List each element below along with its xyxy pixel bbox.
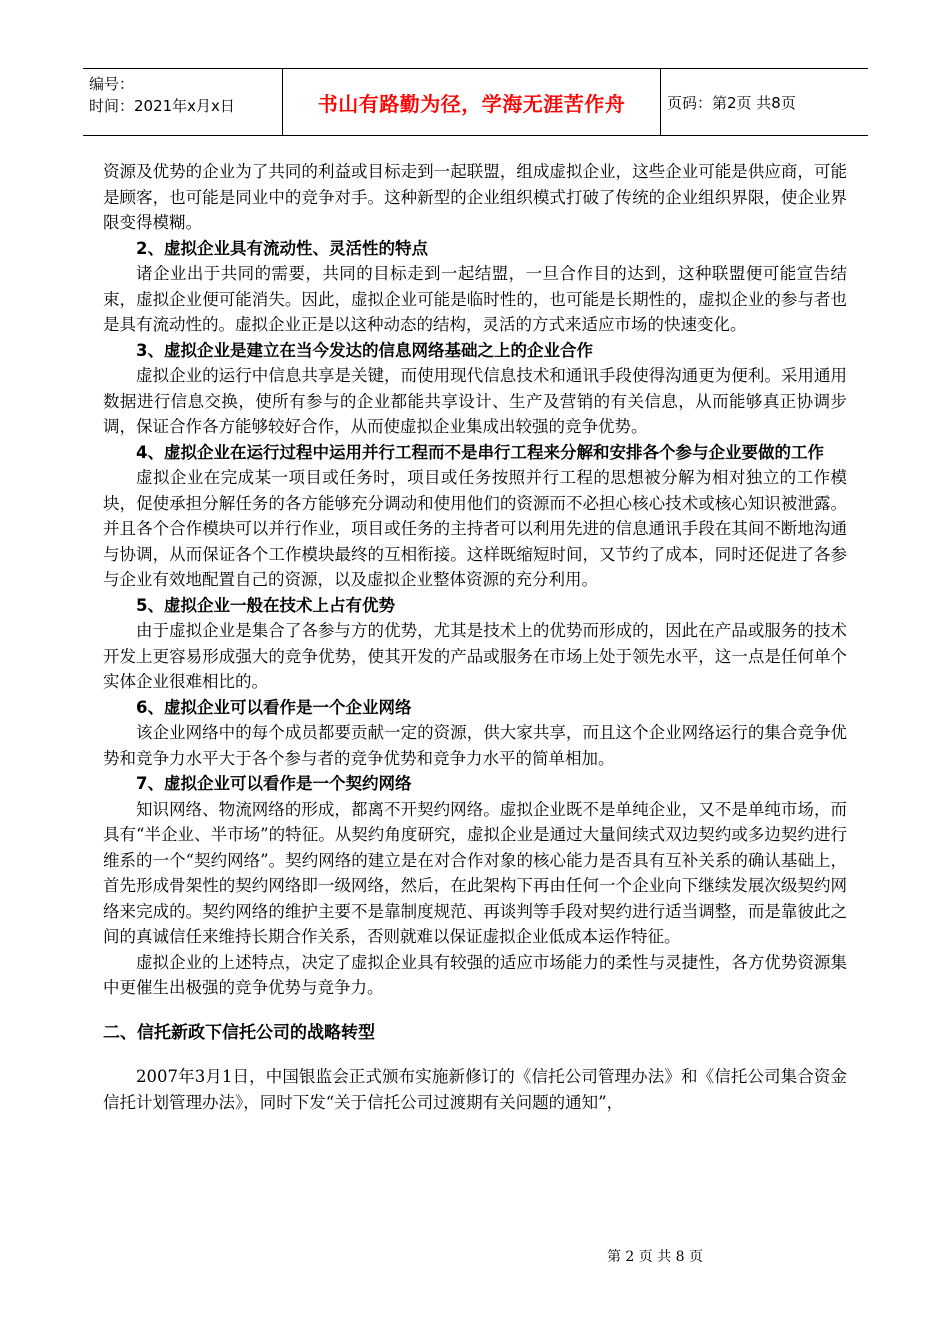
section-subheading: 3、虚拟企业是建立在当今发达的信息网络基础之上的企业合作 <box>136 340 593 360</box>
section-subheading: 5、虚拟企业一般在技术上占有优势 <box>136 595 395 615</box>
body-paragraph: 由于虚拟企业是集合了各参与方的优势，尤其是技术上的优势而形成的，因此在产品或服务的技术开发上更容易形成强大的竞争优势，使其开发的产品或服务在市场上处于领先水平，这一点是任何单个实体企业很难相比的。 <box>103 621 847 691</box>
page-header <box>83 68 868 136</box>
section-heading: 二、信托新政下信托公司的战略转型 <box>103 1022 375 1043</box>
body-paragraph: 2007年3月1日，中国银监会正式颁布实施新修订的《信托公司管理办法》和《信托公司集合资金信托计划管理办法》，同时下发“关于信托公司过渡期有关问题的通知”， <box>103 1067 847 1112</box>
body-paragraph: 诸企业出于共同的需要，共同的目标走到一起结盟，一旦合作目的达到，这种联盟便可能宣告结束，虚拟企业便可能消失。因此，虚拟企业可能是临时性的，也可能是长期性的，虚拟企业的参与者也是具有流动性的。虚拟企业正是以这种动态的结构，灵活的方式来适应市场的快速变化。 <box>103 264 847 334</box>
body-paragraph: 虚拟企业的上述特点，决定了虚拟企业具有较强的适应市场能力的柔性与灵捷性，各方优势资源集中更催生出极强的竞争优势与竞争力。 <box>103 952 847 997</box>
section-subheading: 2、虚拟企业具有流动性、灵活性的特点 <box>136 238 428 258</box>
document-number-label: 编号： <box>89 75 135 93</box>
header-motto: 书山有路勤为径，学海无涯苦作舟 <box>283 69 661 135</box>
section-subheading: 7、虚拟企业可以看作是一个契约网络 <box>136 774 412 793</box>
header-meta <box>83 69 283 135</box>
section-subheading: 6、虚拟企业可以看作是一个企业网络 <box>136 697 412 717</box>
document-body <box>103 159 847 1115</box>
body-paragraph: 知识网络、物流网络的形成，都离不开契约网络。虚拟企业既不是单纯企业，又不是单纯市场，而具有“半企业、半市场”的特征。从契约角度研究，虚拟企业是通过大量间续式双边契约或多边契约进行维系的一个“契约网络”。契约网络的建立是在对合作对象的核心能力是否具有互补关系的确认基础上，首先形成骨架性的契约网络即一级网络，然后，在此架构下再由任何一个企业向下继续发展次级契约网络来完成的。契约网络的维护主要不是靠制度规范、再谈判等手段对契约进行适当调整，而是靠彼此之间的真诚信任来维持长期合作关系，否则就难以保证虚拟企业低成本运作特征。 <box>103 799 847 946</box>
body-paragraph: 虚拟企业在完成某一项目或任务时，项目或任务按照并行工程的思想被分解为相对独立的工作模块，促使承担分解任务的各方能够充分调动和使用他们的资源而不必担心核心技术或核心知识被泄露。并且各个合作模块可以并行作业，项目或任务的主持者可以利用先进的信息通讯手段在其间不断地沟通与协调，从而保证各个工作模块最终的互相衔接。这样既缩短时间，又节约了成本，同时还促进了各参与企业有效地配置自己的资源，以及虚拟企业整体资源的充分利用。 <box>103 468 847 589</box>
body-paragraph: 该企业网络中的每个成员都要贡献一定的资源，供大家共享，而且这个企业网络运行的集合竞争优势和竞争力水平大于各个参与者的竞争优势和竞争力水平的简单相加。 <box>103 723 847 768</box>
body-paragraph: 虚拟企业的运行中信息共享是关键，而使用现代信息技术和通讯手段使得沟通更为便利。采用通用数据进行信息交换，使所有参与的企业都能共享设计、生产及营销的有关信息，从而能够真正协调步调，保证合作各方能够较好合作，从而使虚拟企业集成出较强的竞争优势。 <box>103 366 847 436</box>
header-page-number: 页码：第2页 共8页 <box>667 93 796 112</box>
body-paragraph-continued: 资源及优势的企业为了共同的利益或目标走到一起联盟，组成虚拟企业，这些企业可能是供应商，可能是顾客，也可能是同业中的竞争对手。这种新型的企业组织模式打破了传统的企业组织界限，使企业界限变得模糊。 <box>103 162 847 232</box>
document-date: 时间：2021年x月x日 <box>89 97 235 115</box>
page-footer: 第 2 页 共 8 页 <box>606 1249 704 1265</box>
section-subheading: 4、虚拟企业在运行过程中运用并行工程而不是串行工程来分解和安排各个参与企业要做的工作 <box>136 442 824 462</box>
